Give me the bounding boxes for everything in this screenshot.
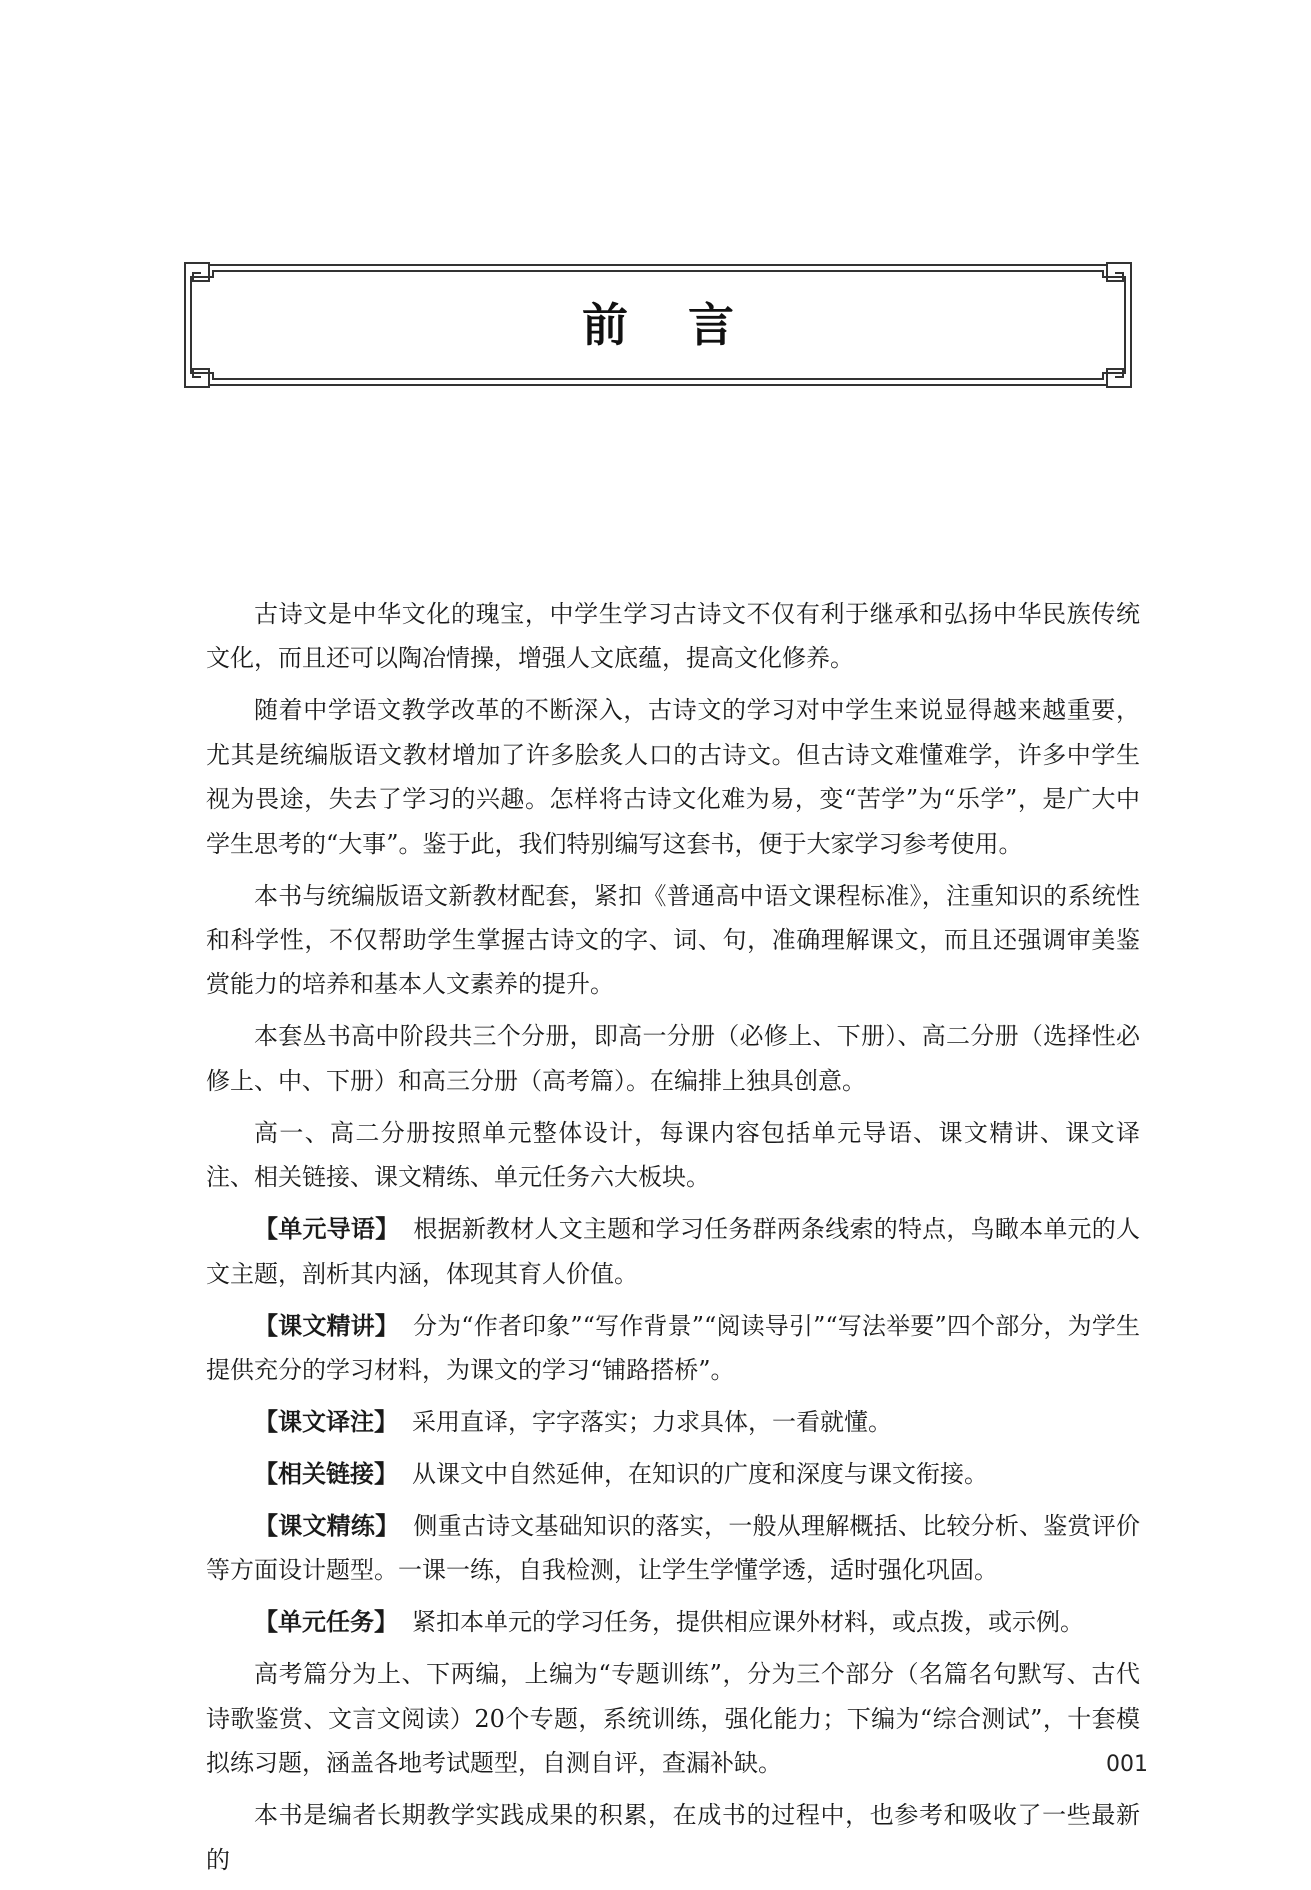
paragraph-text: 从课文中自然延伸，在知识的广度和深度与课文衔接。 [412, 1460, 988, 1489]
paragraph-text: 分为“作者印象”“写作背景”“阅读导引”“写法举要”四个部分，为学生提供充分的学习材料，为课文的学习“铺路搭桥”。 [206, 1311, 1141, 1385]
section-paragraph [206, 1304, 1140, 1393]
paragraph-text: 本套丛书高中阶段共三个分册，即高一分册（必修上、下册）、高二分册（选择性必修上、中、下册）和高三分册（高考篇）。在编排上独具创意。 [206, 1022, 1140, 1095]
paragraph-text: 本书是编者长期教学实践成果的积累，在成书的过程中，也参考和吸收了一些最新的 [206, 1801, 1140, 1874]
section-label: 【课文译注】 [254, 1408, 398, 1437]
paragraph [206, 1014, 1140, 1103]
paragraph-text: 随着中学语文教学改革的不断深入，古诗文的学习对中学生来说显得越来越重要，尤其是统编版语文教材增加了许多脍炙人口的古诗文。但古诗文难懂难学，许多中学生视为畏途，失去了学习的兴趣。怎样将古诗文化难为易，变“苦学”为“乐学”，是广大中学生思考的“大事”。鉴于此，我们特别编写这套书，便于大家学习参考使用。 [206, 696, 1140, 858]
section-paragraph [206, 1504, 1140, 1593]
paragraph-text: 根据新教材人文主题和学习任务群两条线索的特点，鸟瞰本单元的人文主题，剖析其内涵，体现其育人价值。 [206, 1215, 1141, 1288]
paragraph [206, 1652, 1140, 1785]
title-banner [179, 259, 1137, 391]
paragraph-text: 紧扣本单元的学习任务，提供相应课外材料，或点拨，或示例。 [412, 1608, 1084, 1637]
section-paragraph [206, 1400, 1140, 1444]
preface-body [206, 592, 1140, 1890]
paragraph-text: 侧重古诗文基础知识的落实，一般从理解概括、比较分析、鉴赏评价等方面设计题型。一课一练，自我检测，让学生学懂学透，适时强化巩固。 [206, 1512, 1141, 1585]
section-label: 【课文精讲】 [254, 1311, 399, 1340]
section-label: 【单元导语】 [254, 1215, 400, 1244]
section-label: 【课文精练】 [254, 1512, 400, 1541]
paragraph [206, 874, 1140, 1007]
page-title: 前言 [582, 298, 794, 352]
paragraph [206, 1111, 1140, 1200]
paragraph-text: 高考篇分为上、下两编，上编为“专题训练”，分为三个部分（名篇名句默写、古代诗歌鉴赏、文言文阅读）20个专题，系统训练，强化能力；下编为“综合测试”，十套模拟练习题，涵盖各地考试题型，自测自评，查漏补缺。 [206, 1660, 1140, 1778]
paragraph-text: 高一、高二分册按照单元整体设计，每课内容包括单元导语、课文精讲、课文译注、相关链接、课文精练、单元任务六大板块。 [206, 1118, 1140, 1192]
paragraph-text: 本书与统编版语文新教材配套，紧扣《普通高中语文课程标准》，注重知识的系统性和科学性，不仅帮助学生掌握古诗文的字、词、句，准确理解课文，而且还强调审美鉴赏能力的培养和基本人文素养的提升。 [206, 881, 1140, 999]
section-paragraph [206, 1452, 1140, 1496]
page-number: 001 [1106, 1752, 1148, 1777]
paragraph [206, 592, 1140, 681]
section-paragraph [206, 1600, 1140, 1644]
paragraph-text: 古诗文是中华文化的瑰宝，中学生学习古诗文不仅有利于继承和弘扬中华民族传统文化，而且还可以陶冶情操，增强人文底蕴，提高文化修养。 [206, 600, 1140, 673]
section-label: 【相关链接】 [254, 1460, 398, 1489]
section-paragraph [206, 1207, 1140, 1296]
paragraph-text: 采用直译，字字落实；力求具体，一看就懂。 [412, 1408, 892, 1437]
paragraph [206, 1793, 1140, 1882]
paragraph [206, 688, 1140, 866]
section-label: 【单元任务】 [254, 1608, 398, 1637]
